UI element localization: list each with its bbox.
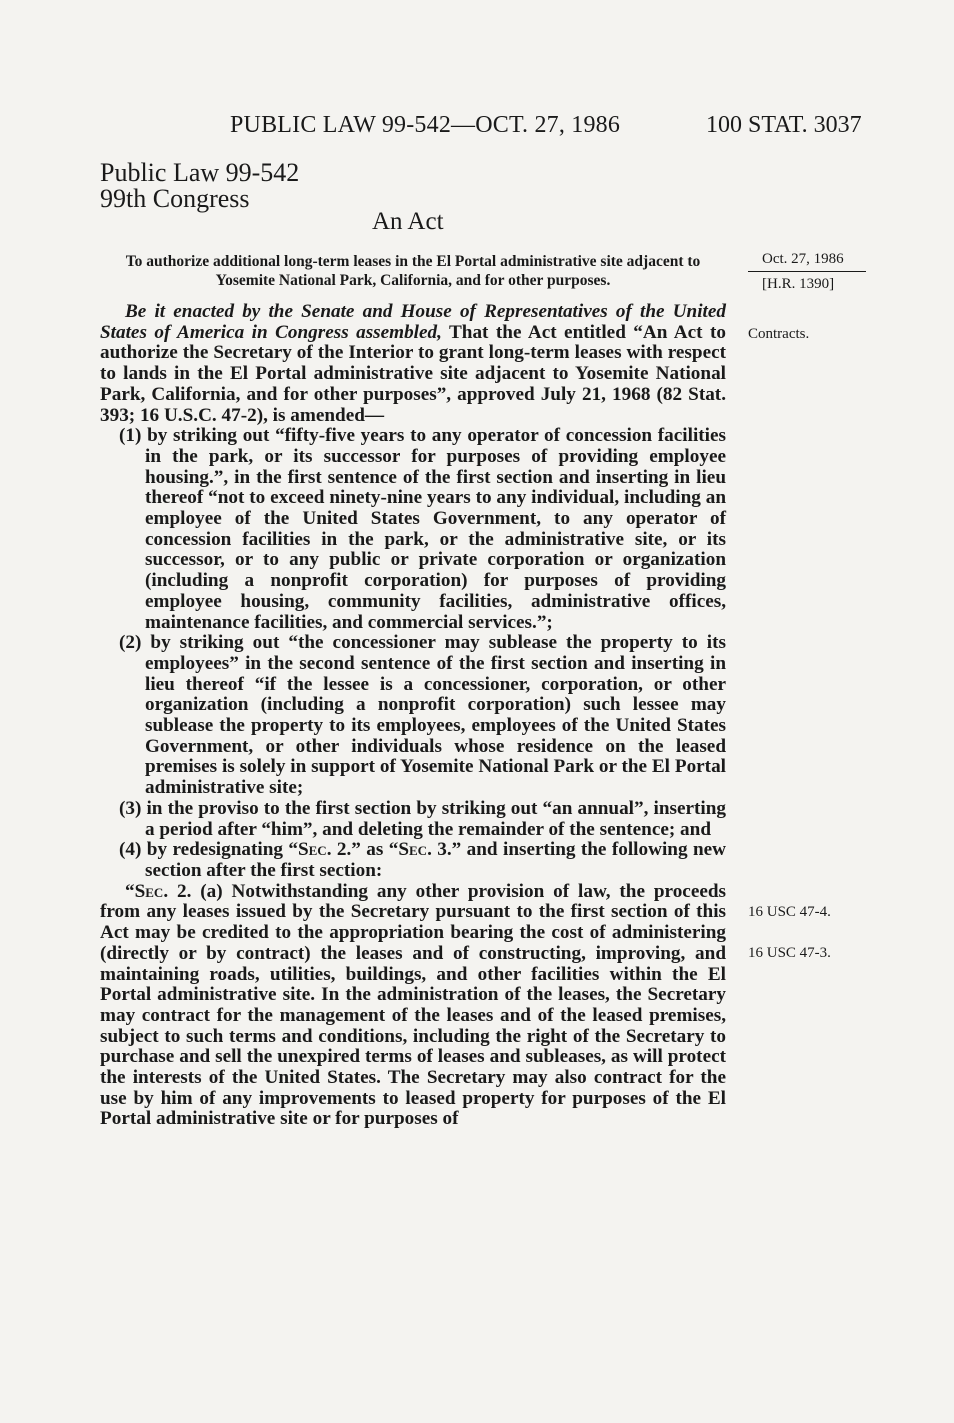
page-reference: 100 STAT. 3037 [706,112,862,138]
congress: 99th Congress [100,184,250,213]
enactment-date: Oct. 27, 1986 [748,250,866,272]
margin-note-usc-47-4: 16 USC 47-4. [748,904,831,920]
amendment-item-1: (1) by striking out “fifty-five years to any operator of concession facilities in the park, or its successor for purposes of providing employee housing.”, in the first sentence of the first section and inserting in lieu thereof “not to exceed ninety-nine years to any individual, including an employee of the United States Government, to any operator of concession facilities in the park, or the administrative site, or its successor, or to any public or private corporation or organization (including a nonprofit corporation) for purposes of providing employee housing, community facilities, administrative offices, maintenance facilities, and commercial services.”; [119,425,726,633]
act-title: An Act [372,208,444,235]
new-section-2: “Sec. 2. (a) Notwithstanding any other provision of law, the proceeds from any leases issued by the Secretary pursuant to the first section of this Act may be credited to the appropriation bearing the cost of administering (directly or by contract) the leases and of constructing, improving, and maintaining roads, utilities, buildings, and other facilities within the El Portal administrative site. In the administration of the leases, the Secretary may contract for the management of the leases and of the leased premises, subject to such terms and conditions, including the right of the Secretary to purchase and sell the unexpired terms of leases and subleases, as will protect the interests of the United States. The Secretary may also contract for the use by him of any improvements to leased property for purposes of the El Portal administrative site or for purposes of [100,880,726,1130]
body-text [100,302,726,1130]
running-head: PUBLIC LAW 99-542—OCT. 27, 1986 [230,112,621,138]
bill-number: [H.R. 1390] [762,276,835,292]
enacting-paragraph [100,302,726,426]
margin-date-block [748,250,866,294]
intro-text: That the Act entitled “An Act to authorize the Secretary of the Interior to grant long-term leases with respect to lands in the El Portal administrative site adjacent to Yosemite National Park, California, and for other purposes”, approved July 21, 1968 (82 Stat. 393; 16 U.S.C. 47-2), is amended— [100,321,726,426]
margin-note-contracts: Contracts. [748,326,810,342]
law-number: Public Law 99-542 [100,158,300,187]
enacting-clause: Be it enacted by the Senate and House of Representatives of the United States of America in Congress assembled, [100,301,726,343]
amendment-item-3: (3) in the proviso to the first section by striking out “an annual”, inserting a period after “him”, and deleting the remainder of the sentence; and [119,797,726,840]
margin-note-usc-47-3: 16 USC 47-3. [748,945,831,961]
amendment-item-2: (2) by striking out “the concessioner may sublease the property to its employees” in the second sentence of the first section and inserting in lieu thereof “if the lessee is a concessioner, corporation, or other organization (including a nonprofit corporation) such lessee may sublease the property to its employees, employees of the United States Government, or other individuals whose residence on the leased premises is solely in support of Yosemite National Park or the El Portal administrative site; [119,632,726,799]
purpose-statement: To authorize additional long-term leases in the El Portal administrative site adjacent to Yosemite National Park, California, and for other purposes. [125,253,701,289]
law-identifier [100,160,299,212]
amendment-item-4: (4) by redesignating “Sec. 2.” as “Sec. 3.” and inserting the following new section after the first section: [119,839,726,881]
